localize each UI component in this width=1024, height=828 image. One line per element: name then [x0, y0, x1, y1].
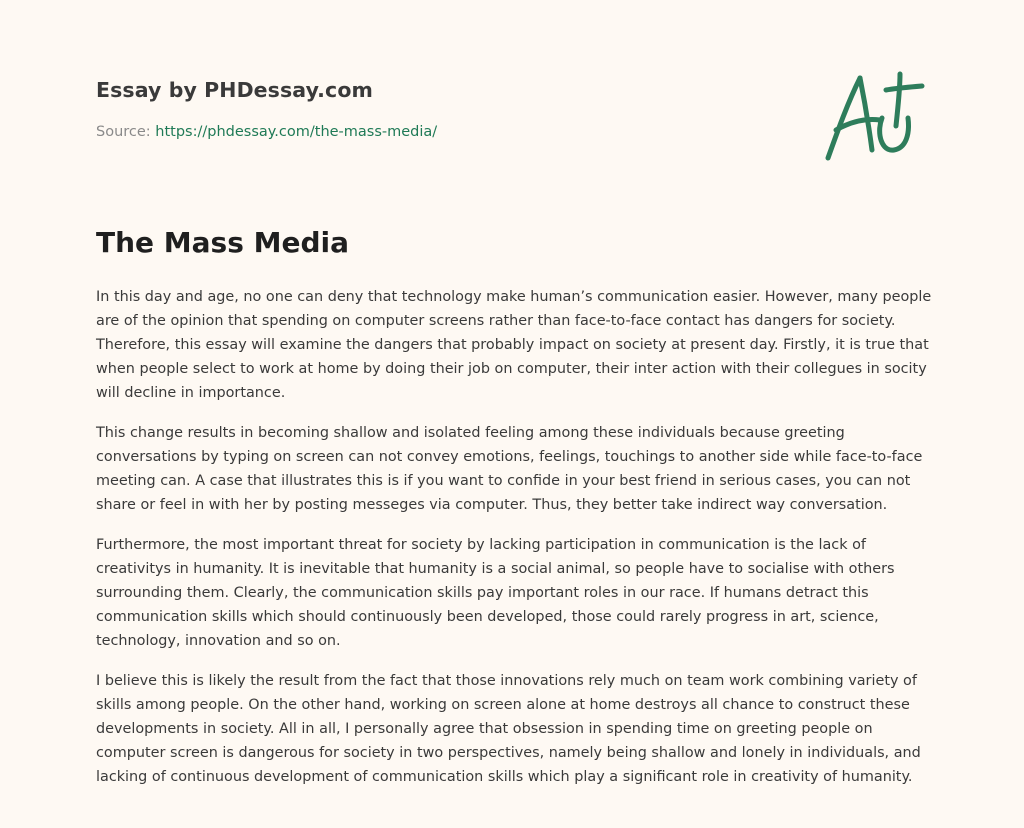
essay-paragraph: In this day and age, no one can deny that technology make human’s communication easier. However, many people are of the opinion that spending on computer screens rather than face-to-face contact has dangers for society. Therefore, this essay will examine the dangers that probably impact on society at present day. Firstly, it is true that when people select to work at home by doing their job on computer, their inter action with their collegues in socity will decline in importance.: [96, 289, 932, 401]
site-title: Essay by PHDessay.com: [96, 78, 373, 102]
essay-paragraph: Furthermore, the most important threat for society by lacking participation in communication is the lack of creativitys in humanity. It is inevitable that humanity is a social animal, so people have to socialise with others surrounding them. Clearly, the communication skills pay important roles in our race. If humans detract this communication skills which should continuously been developed, those could rarely progress in art, science, technology, innovation and so on.: [96, 537, 895, 649]
essay-paragraph: I believe this is likely the result from the fact that those innovations rely much on team work combining variety of skills among people. On the other hand, working on screen alone at home destroys all chance to construct these developments in society. All in all, I personally agree that obsession in spending time on greeting people on computer screen is dangerous for society in two perspectives, namely being shallow and lonely in individuals, and lacking of continuous development of communication skills which play a significant role in creativity of humanity.: [96, 673, 921, 785]
page-header: [96, 0, 928, 180]
essay-title: The Mass Media: [96, 226, 349, 259]
source-link[interactable]: https://phdessay.com/the-mass-media/: [155, 124, 438, 140]
essay-body: [96, 285, 936, 805]
a-plus-grade-icon: [824, 68, 926, 164]
essay-paragraph: This change results in becoming shallow and isolated feeling among these individuals because greeting conversations by typing on screen can not convey emotions, feelings, touchings to another side while face-to-face meeting can. A case that illustrates this is if you want to confide in your best friend in serious cases, you can not share or feel in with her by posting messeges via computer. Thus, they better take indirect way conversation.: [96, 425, 923, 513]
source-label: Source:: [96, 124, 156, 140]
source-line: [96, 124, 437, 140]
